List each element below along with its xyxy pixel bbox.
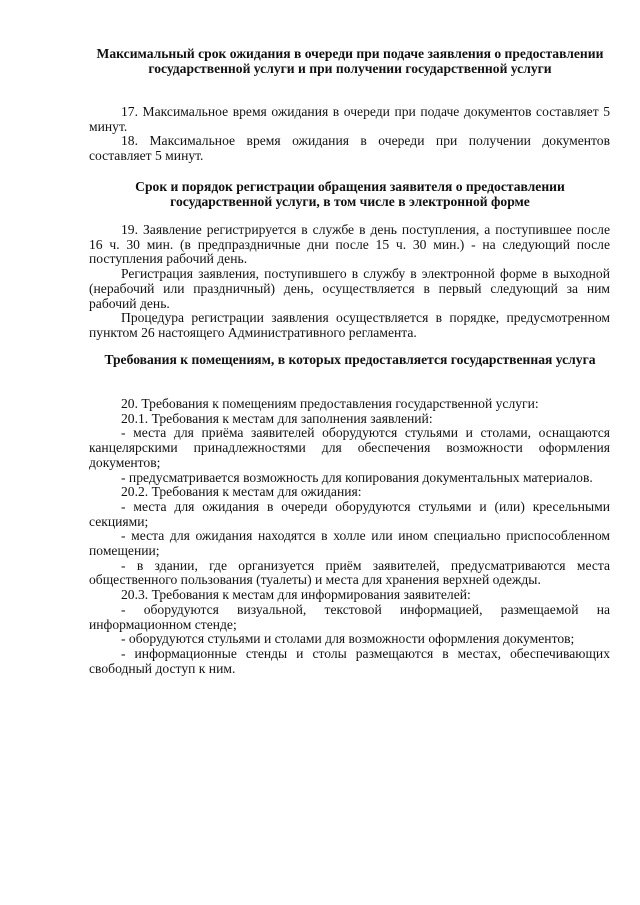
paragraph-19-procedure: Процедура регистрации заявления осуществляется в порядке, предусмотренном пунктом 26 настоящего Административного регламента. [89,310,610,340]
section-3-body [89,397,610,676]
list-item: - оборудуются стульями и столами для возможности оформления документов; [121,631,575,647]
list-item: - информационные стенды и столы размещаются в местах, обеспечивающих свободный доступ к ним. [89,645,610,676]
section-1-body [89,105,610,164]
section-3-heading: Требования к помещениям, в которых предоставляется государственная услуга [104,352,596,367]
paragraph-20-1: 20.1. Требования к местам для заполнения заявлений: [121,410,433,426]
paragraph-20: 20. Требования к помещениям предоставления государственной услуги: [121,396,539,411]
section-2-heading: Срок и порядок регистрации обращения заявителя о предоставлении государственной услуги, в том числе в электронной форме [135,179,565,209]
list-item: - места для приёма заявителей оборудуются стульями и столами, оснащаются канцелярскими принадлежностями для обеспечения возможности оформления документов; [89,425,610,470]
list-item: - предусматривается возможность для копирования документальных материалов. [121,469,593,485]
list-item: - места для ожидания находятся в холле или ином специально приспособленном помещении; [89,528,610,559]
section-1-heading: Максимальный срок ожидания в очереди при подаче заявления о предоставлении государственной услуги и при получении государственной услуги [96,46,604,76]
list-item: - места для ожидания в очереди оборудуются стульями и (или) кресельными секциями; [89,498,610,529]
paragraph-20-2: 20.2. Требования к местам для ожидания: [121,484,362,500]
paragraph-19: 19. Заявление регистрируется в службе в день поступления, а поступившее после 16 ч. 30 мин. (в предпраздничные дни после 15 ч. 30 мин.) - на следующий после поступления рабочий день. [89,222,610,267]
list-item: - оборудуются визуальной, текстовой информацией, размещаемой на информационном стенде; [89,601,610,632]
paragraph-18: 18. Максимальное время ожидания в очереди при получении документов составляет 5 минут. [89,133,610,164]
paragraph-17: 17. Максимальное время ожидания в очереди при подаче документов составляет 5 минут. [89,104,610,134]
section-2-body [89,223,610,341]
paragraph-20-3: 20.3. Требования к местам для информирования заявителей: [121,587,471,603]
paragraph-19-electronic: Регистрация заявления, поступившего в службу в электронной форме в выходной (нерабочий или праздничный) день, осуществляется в первый следующий за ним рабочий день. [89,266,610,311]
list-item: - в здании, где организуется приём заявителей, предусматриваются места общественного пользования (туалеты) и места для хранения верхней одежды. [89,557,610,588]
